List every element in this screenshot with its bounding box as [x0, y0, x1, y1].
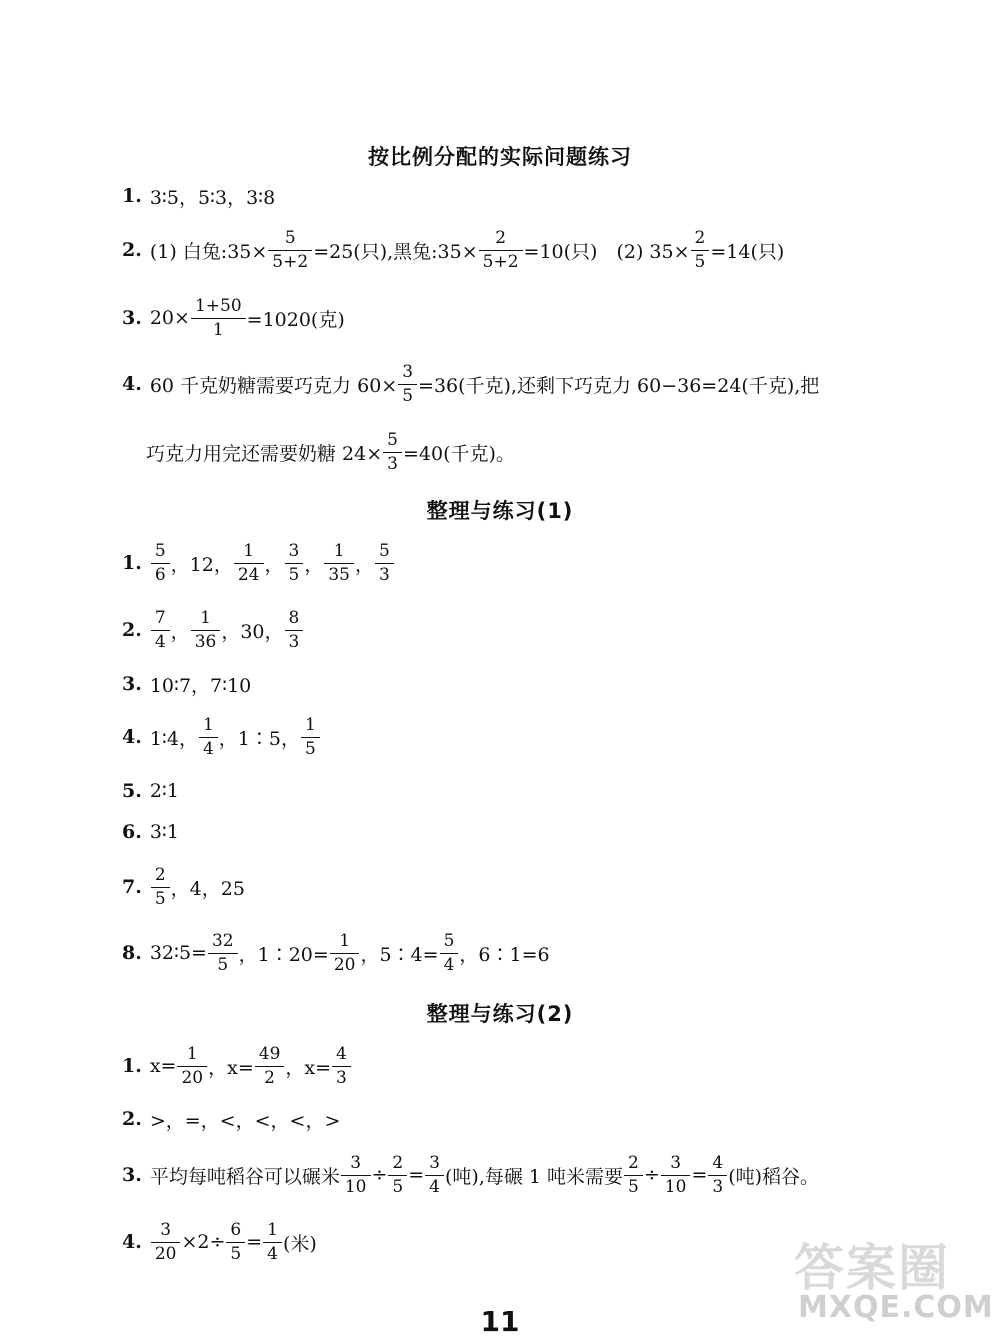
fraction-numerator: 1	[304, 714, 316, 735]
fraction-denominator: 5	[691, 250, 710, 271]
section-title-review-2: 整理与练习(2)	[426, 1002, 574, 1026]
answer-text: ，5∶4=	[360, 943, 439, 966]
answer-text: ，x=	[285, 1056, 332, 1079]
answer-line	[122, 923, 550, 983]
answer-line	[122, 533, 395, 593]
fraction	[663, 1152, 689, 1197]
question-number: 4.	[122, 726, 142, 748]
fraction-numerator: 1	[333, 540, 345, 561]
answer-text: =14(只)	[710, 240, 785, 263]
fraction	[193, 607, 219, 652]
fraction	[228, 1219, 243, 1264]
answer-text: ÷	[643, 1164, 660, 1186]
fraction-denominator: 5+2	[479, 250, 523, 271]
fraction	[427, 1152, 442, 1197]
answer-text: 3∶5，5∶3，3∶8	[149, 186, 276, 209]
fraction-numerator: 4	[336, 1043, 347, 1064]
fraction-denominator: 5	[208, 953, 238, 974]
answer-text: 2∶1	[149, 780, 179, 802]
fraction-numerator: 4	[712, 1152, 724, 1173]
answer-line	[122, 354, 819, 414]
fraction	[481, 227, 521, 272]
section-title-proportion: 按比例分配的实际问题练习	[368, 145, 632, 169]
fraction-numerator: 1	[339, 930, 351, 951]
answer-text: ，1∶5，	[218, 727, 300, 750]
fraction-numerator: 5	[284, 227, 296, 248]
answer-text: ÷	[371, 1164, 388, 1186]
question-number: 5.	[122, 780, 142, 802]
answer-text: ，1∶20=	[238, 943, 329, 966]
watermark-logo	[790, 1228, 994, 1328]
answer-text: ，	[264, 553, 284, 576]
answer-text: 1∶4，	[149, 727, 198, 750]
fraction-numerator: 5	[379, 540, 390, 561]
answer-text: =	[691, 1164, 708, 1186]
question-number: 1.	[122, 552, 142, 574]
question-number: 7.	[122, 876, 142, 898]
fraction-denominator: 3	[375, 563, 394, 584]
answer-line	[122, 1089, 340, 1149]
answer-text: 20×	[149, 307, 190, 329]
fraction	[201, 714, 216, 759]
question-number: 4.	[122, 1231, 142, 1253]
answer-text: =40(千克)。	[402, 442, 515, 465]
answer-line	[122, 1036, 352, 1096]
fraction	[236, 540, 262, 585]
fraction-numerator: 1	[186, 1043, 198, 1064]
fraction	[377, 540, 392, 585]
fraction-numerator: 5	[443, 930, 455, 951]
answer-text: 平均每吨稻谷可以碾米	[149, 1165, 340, 1188]
fraction-numerator: 1	[200, 607, 211, 628]
answer-text: 10∶7，7∶10	[149, 674, 252, 697]
fraction-denominator: 1	[191, 318, 246, 339]
fraction-denominator: 3	[708, 1175, 727, 1196]
answer-text: ×2÷	[181, 1231, 226, 1253]
fraction	[710, 1152, 725, 1197]
answer-text: x=	[149, 1055, 177, 1077]
question-number: 4.	[122, 373, 142, 395]
fraction	[442, 930, 457, 975]
question-number: 6.	[122, 821, 142, 843]
answer-text: =25(只),黑兔:35×	[313, 240, 478, 263]
fraction-denominator: 5	[226, 1242, 245, 1263]
fraction-denominator: 36	[191, 630, 221, 651]
fraction-denominator: 10	[341, 1175, 371, 1196]
fraction-numerator: 2	[154, 864, 166, 885]
answer-line	[122, 288, 345, 348]
fraction	[257, 1043, 283, 1088]
question-number: 2.	[122, 619, 142, 641]
fraction	[287, 540, 302, 585]
fraction	[334, 1043, 349, 1088]
fraction-denominator: 20	[151, 1242, 181, 1263]
answer-text: ，30，	[221, 620, 284, 643]
answer-text: ，12，	[170, 553, 233, 576]
fraction-numerator: 1+50	[194, 295, 242, 316]
fraction-denominator: 5	[388, 1175, 407, 1196]
answer-text: (吨),每碾 1 吨米需要	[445, 1165, 624, 1188]
fraction-numerator: 2	[628, 1152, 639, 1173]
answer-line	[122, 802, 179, 862]
answer-line	[122, 600, 304, 660]
fraction-numerator: 2	[392, 1152, 404, 1173]
fraction-numerator: 7	[154, 607, 166, 628]
fraction-numerator: 2	[495, 227, 507, 248]
fraction-denominator: 4	[263, 1242, 282, 1263]
fraction-numerator: 1	[267, 1219, 278, 1240]
fraction-numerator: 8	[288, 607, 300, 628]
answer-text: =10(只) (2) 35×	[523, 240, 690, 263]
fraction	[390, 1152, 405, 1197]
fraction	[153, 1219, 179, 1264]
answer-text: (米)	[283, 1232, 317, 1255]
fraction-numerator: 3	[350, 1152, 362, 1173]
fraction	[265, 1219, 280, 1264]
fraction-denominator: 4	[425, 1175, 444, 1196]
fraction-denominator: 35	[324, 563, 354, 584]
fraction-denominator: 3	[285, 630, 304, 651]
fraction-numerator: 3	[160, 1219, 172, 1240]
page-number: 11	[480, 1305, 520, 1338]
fraction	[626, 1152, 641, 1197]
fraction-numerator: 5	[154, 540, 166, 561]
answer-text: =36(千克),还剩下巧克力 60−36=24(千克),把	[418, 374, 820, 397]
answer-text: =1020(克)	[246, 308, 345, 331]
question-number: 3.	[122, 1164, 142, 1186]
answer-text: ，x=	[208, 1056, 254, 1079]
fraction	[400, 361, 415, 406]
fraction	[332, 930, 358, 975]
answer-text: 3∶1	[149, 821, 179, 843]
question-number: 8.	[122, 942, 142, 964]
question-number: 1.	[122, 1055, 142, 1077]
fraction-denominator: 6	[151, 563, 170, 584]
fraction-denominator: 5	[398, 384, 417, 405]
fraction-numerator: 3	[288, 540, 300, 561]
fraction	[385, 429, 400, 474]
answer-line	[122, 654, 251, 714]
answer-line	[122, 1212, 317, 1272]
answer-text: ，	[304, 553, 324, 576]
answer-line	[122, 707, 321, 767]
fraction	[693, 227, 708, 272]
answer-text: 60 千克奶糖需要巧克力 60×	[149, 374, 398, 397]
answer-text: (1) 白兔:35×	[149, 240, 268, 263]
fraction-denominator: 24	[234, 563, 264, 584]
fraction-numerator: 1	[243, 540, 255, 561]
fraction-numerator: 3	[670, 1152, 682, 1173]
answer-text: ，	[355, 553, 375, 576]
fraction	[287, 607, 302, 652]
fraction-denominator: 5+2	[268, 250, 312, 271]
question-number: 3.	[122, 673, 142, 695]
question-number: 1.	[122, 185, 142, 207]
answer-text: =	[246, 1231, 263, 1253]
fraction-denominator: 4	[151, 630, 170, 651]
answer-line	[146, 422, 515, 482]
answer-text: =	[408, 1164, 425, 1186]
question-number: 2.	[122, 239, 142, 261]
fraction	[193, 295, 244, 340]
fraction	[153, 540, 168, 585]
fraction-denominator: 5	[624, 1175, 643, 1196]
fraction	[326, 540, 352, 585]
fraction-denominator: 3	[383, 452, 402, 473]
answer-text: ，6∶1=6	[459, 943, 550, 966]
fraction	[210, 930, 236, 975]
fraction-numerator: 49	[258, 1043, 281, 1064]
fraction	[303, 714, 318, 759]
answer-text: >，=，<，<，<，>	[149, 1109, 341, 1132]
fraction-numerator: 32	[211, 930, 234, 951]
fraction	[179, 1043, 205, 1088]
fraction	[343, 1152, 369, 1197]
fraction-numerator: 5	[387, 429, 398, 450]
fraction	[153, 864, 168, 909]
question-number: 2.	[122, 1108, 142, 1130]
fraction-denominator: 4	[199, 737, 218, 758]
answer-text: 巧克力用完还需要奶糖 24×	[146, 442, 383, 465]
fraction-denominator: 10	[661, 1175, 691, 1196]
answer-text: ，4，25	[170, 877, 245, 900]
fraction-denominator: 4	[440, 953, 459, 974]
fraction-numerator: 3	[402, 361, 414, 382]
fraction	[270, 227, 310, 272]
watermark-chars: 答案圈	[794, 1239, 950, 1297]
section-title-review-1: 整理与练习(1)	[426, 499, 574, 523]
fraction-numerator: 6	[230, 1219, 242, 1240]
fraction-denominator: 5	[285, 563, 304, 584]
answer-line	[122, 1145, 819, 1205]
answer-line	[122, 166, 275, 226]
fraction-denominator: 2	[255, 1066, 285, 1087]
fraction-numerator: 2	[694, 227, 706, 248]
answer-line	[122, 857, 245, 917]
fraction	[153, 607, 168, 652]
answer-text: (吨)稻谷。	[728, 1165, 820, 1188]
fraction-denominator: 5	[151, 887, 170, 908]
fraction-denominator: 20	[330, 953, 360, 974]
answer-text: ，	[170, 620, 190, 643]
fraction-numerator: 3	[429, 1152, 440, 1173]
fraction-denominator: 5	[301, 737, 320, 758]
answer-text: 32∶5=	[149, 942, 207, 964]
question-number: 3.	[122, 307, 142, 329]
watermark-url: MXQE.COM	[798, 1290, 994, 1325]
fraction-denominator: 20	[177, 1066, 207, 1087]
fraction-numerator: 1	[202, 714, 214, 735]
fraction-denominator: 3	[332, 1066, 351, 1087]
answer-line	[122, 220, 784, 280]
